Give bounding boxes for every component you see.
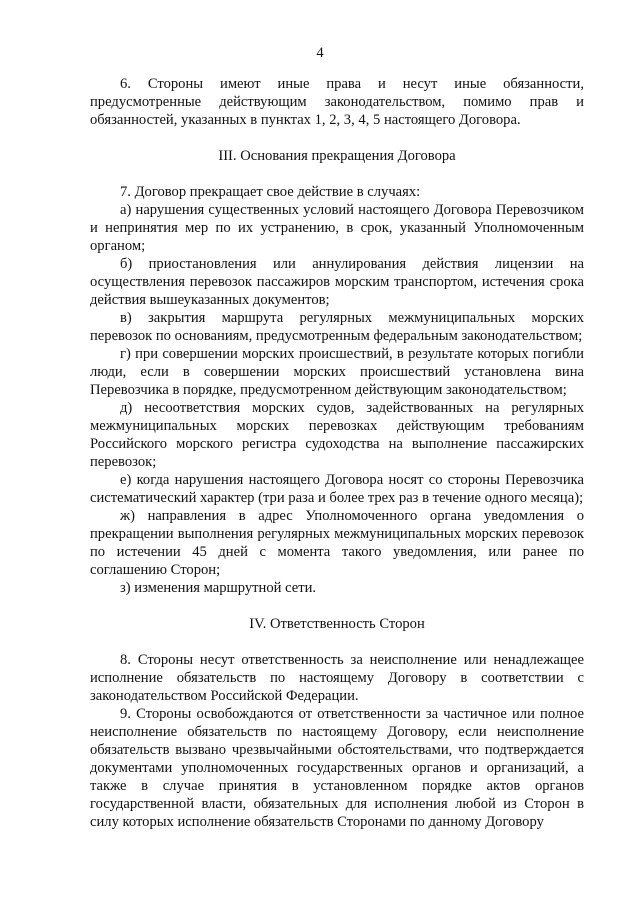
clause-7-d: д) несоответствия морских судов, задействованных на регулярных межмуниципальных морских перевозках действующим требованиям Российского морского регистра судоходства на выполнение пассажирских перевозок;: [90, 400, 584, 470]
clause-7-e: е) когда нарушения настоящего Договора носят со стороны Перевозчика систематический характер (три раза и более трех раз в течение одного месяца);: [90, 472, 584, 506]
clause-7-v: в) закрытия маршрута регулярных межмуниципальных морских перевозок по основаниям, предусмотренным федеральным законодательством;: [90, 310, 584, 344]
spacer: [90, 165, 584, 183]
spacer: [90, 633, 584, 651]
document-body: [90, 75, 584, 831]
section-4-heading: IV. Ответственность Сторон: [249, 616, 425, 632]
clause-7-zh: ж) направления в адрес Уполномоченного органа уведомления о прекращении выполнения регулярных межмуниципальных морских перевозок по истечении 45 дней с момента такого уведомления, или ранее по соглашению Сторон;: [90, 508, 584, 578]
spacer: [90, 597, 584, 615]
clause-7-g: г) при совершении морских происшествий, в результате которых погибли люди, если в совершении морских происшествий установлена вина Перевозчика в порядке, предусмотренном действующим законодательством;: [90, 346, 584, 398]
clause-7-z: з) изменения маршрутной сети.: [120, 580, 317, 596]
section-3-heading: III. Основания прекращения Договора: [218, 148, 456, 164]
clause-9: 9. Стороны освобождаются от ответственности за частичное или полное неисполнение обязательств по настоящему Договору, если неисполнение обязательств вызвано чрезвычайными обстоятельствами, что подтверждается документами уполномоченных государственных органов и организаций, а также в случае принятия в установленном порядке актов органов государственной власти, обязательных для исполнения любой из Сторон в силу которых исполнение обязательств Сторонами по данному Договору: [90, 706, 584, 830]
clause-6: 6. Стороны имеют иные права и несут иные обязанности, предусмотренные действующим законодательством, помимо прав и обязанностей, указанных в пунктах 1, 2, 3, 4, 5 настоящего Договора.: [90, 76, 584, 128]
spacer: [90, 129, 584, 147]
clause-7-b: б) приостановления или аннулирования действия лицензии на осуществления перевозок пассажиров морским транспортом, истечения срока действия вышеуказанных документов;: [90, 256, 584, 308]
clause-7-intro: 7. Договор прекращает свое действие в случаях:: [120, 184, 421, 200]
page-number: 4: [316, 45, 324, 61]
clause-7-a: а) нарушения существенных условий настоящего Договора Перевозчиком и непринятия мер по их устранению, в срок, указанный Уполномоченным органом;: [90, 202, 584, 254]
clause-8: 8. Стороны несут ответственность за неисполнение или ненадлежащее исполнение обязательств по настоящему Договору в соответствии с законодательством Российской Федерации.: [90, 652, 584, 704]
